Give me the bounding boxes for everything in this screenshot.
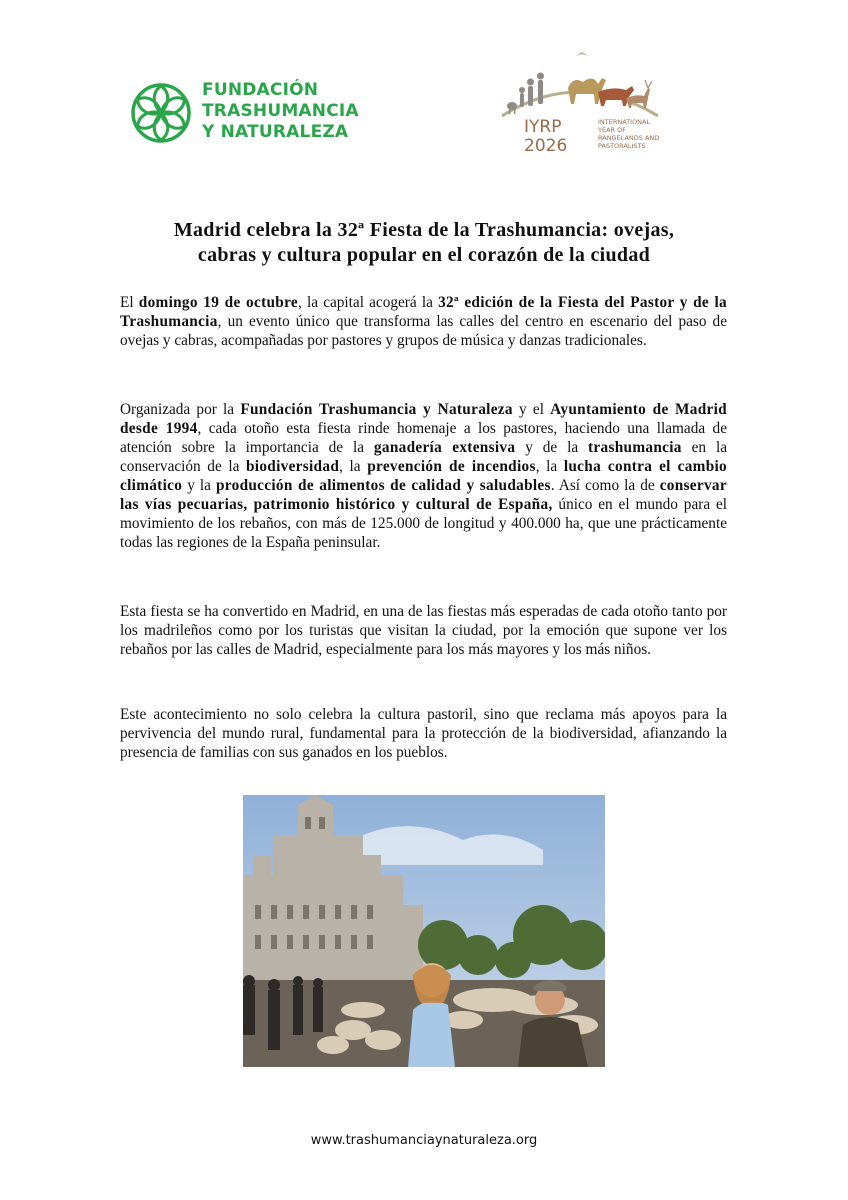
iyrp-desc-line1: INTERNATIONAL: [598, 118, 651, 126]
p2-bold-8: producción de alimentos de calidad y saludables: [216, 477, 551, 494]
paragraph-3: Esta fiesta se ha convertido en Madrid, en una de las fiestas más esperadas de cada otoño tanto por los madrileños como por los turistas que visitan la ciudad, por la emoción que supone ver los rebaños por las calles de Madrid, especialmente para los más mayores y los más niños.: [120, 603, 727, 658]
p2-text-10: único en el mundo para el movimiento de los rebaños, con más de 125.000 de longitud y 400.000 ha, que une prácticamente todas las regiones de la España peninsular.: [120, 496, 728, 551]
paragraph-1: [120, 293, 727, 350]
p2-text-6: , la: [339, 458, 368, 475]
iyrp-logo: [498, 48, 663, 163]
p2-text-5: en la conservación de la: [120, 439, 727, 475]
p2-bold-6: prevención de incendios: [367, 458, 536, 475]
p1-text-2: , la capital acogerá la: [297, 294, 439, 311]
footer-website-link[interactable]: www.trashumanciaynaturaleza.org: [310, 1133, 538, 1148]
p1-bold-edition: 32ª edición de la Fiesta del Pastor y de la Trashumancia: [120, 294, 727, 330]
flower-emblem-icon: [130, 82, 192, 144]
foundation-logo: [130, 80, 370, 150]
p2-text-4: y de la: [515, 439, 589, 456]
p2-text-2: y el: [512, 401, 551, 418]
p2-bold-7: lucha contra el cambio climático: [120, 458, 728, 494]
foundation-logo-line2: TRASHUMANCIA: [202, 101, 359, 121]
p1-bold-date: domingo 19 de octubre: [138, 294, 298, 311]
foundation-logo-line3: Y NATURALEZA: [202, 122, 349, 142]
article-title-line1: Madrid celebra la 32ª Fiesta de la Trashumancia: ovejas,: [173, 219, 675, 241]
iyrp-desc-line3: RANGELANDS AND: [598, 134, 660, 142]
iyrp-description: [598, 118, 668, 150]
p2-bold-5: biodiversidad: [245, 458, 340, 475]
p2-bold-4: trashumancia: [588, 439, 682, 456]
foundation-logo-line1: FUNDACIÓN: [202, 80, 319, 100]
p1-text-3: , un evento único que transforma las calles del centro en escenario del paso de ovejas y cabras, acompañadas por pastores y grupos de música y danzas tradicionales.: [120, 313, 727, 349]
iyrp-code: [524, 118, 567, 156]
pastoralists-animals-icon: [498, 48, 663, 118]
iyrp-code-line2: 2026: [524, 136, 568, 156]
p1-text-1: El: [120, 294, 139, 311]
iyrp-desc-line4: PASTORALISTS: [598, 142, 646, 150]
paragraph-4: Este acontecimiento no solo celebra la cultura pastoril, sino que reclama más apoyos para la pervivencia del mundo rural, fundamental para la protección de la biodiversidad, afianzando la presencia de familias con sus ganados en los pueblos.: [120, 706, 727, 761]
p2-text-3: , cada otoño esta fiesta rinde homenaje a los pastores, haciendo una llamada de atención sobre la importancia de la: [120, 420, 727, 456]
p2-bold-2: Ayuntamiento de Madrid desde 1994: [120, 401, 727, 437]
p2-text-1: Organizada por la: [120, 401, 241, 418]
article-title: [110, 218, 738, 268]
p2-bold-3: ganadería extensiva: [373, 439, 516, 456]
iyrp-code-line1: IYRP: [524, 117, 562, 137]
festival-photo: [243, 795, 605, 1067]
iyrp-desc-line2: YEAR OF: [598, 126, 626, 134]
p2-text-9: . Así como la de: [550, 477, 660, 494]
p2-text-8: y la: [182, 477, 216, 494]
foundation-logo-text: [202, 80, 359, 143]
p2-bold-1: Fundación Trashumancia y Naturaleza: [240, 401, 513, 418]
p2-bold-9: conservar las vías pecuarias, patrimonio histórico y cultural de España,: [120, 477, 727, 513]
paragraph-2: [120, 400, 727, 552]
p2-text-7: , la: [535, 458, 564, 475]
festival-photo-image: [243, 795, 605, 1067]
article-title-line2: cabras y cultura popular en el corazón de la ciudad: [197, 244, 651, 266]
